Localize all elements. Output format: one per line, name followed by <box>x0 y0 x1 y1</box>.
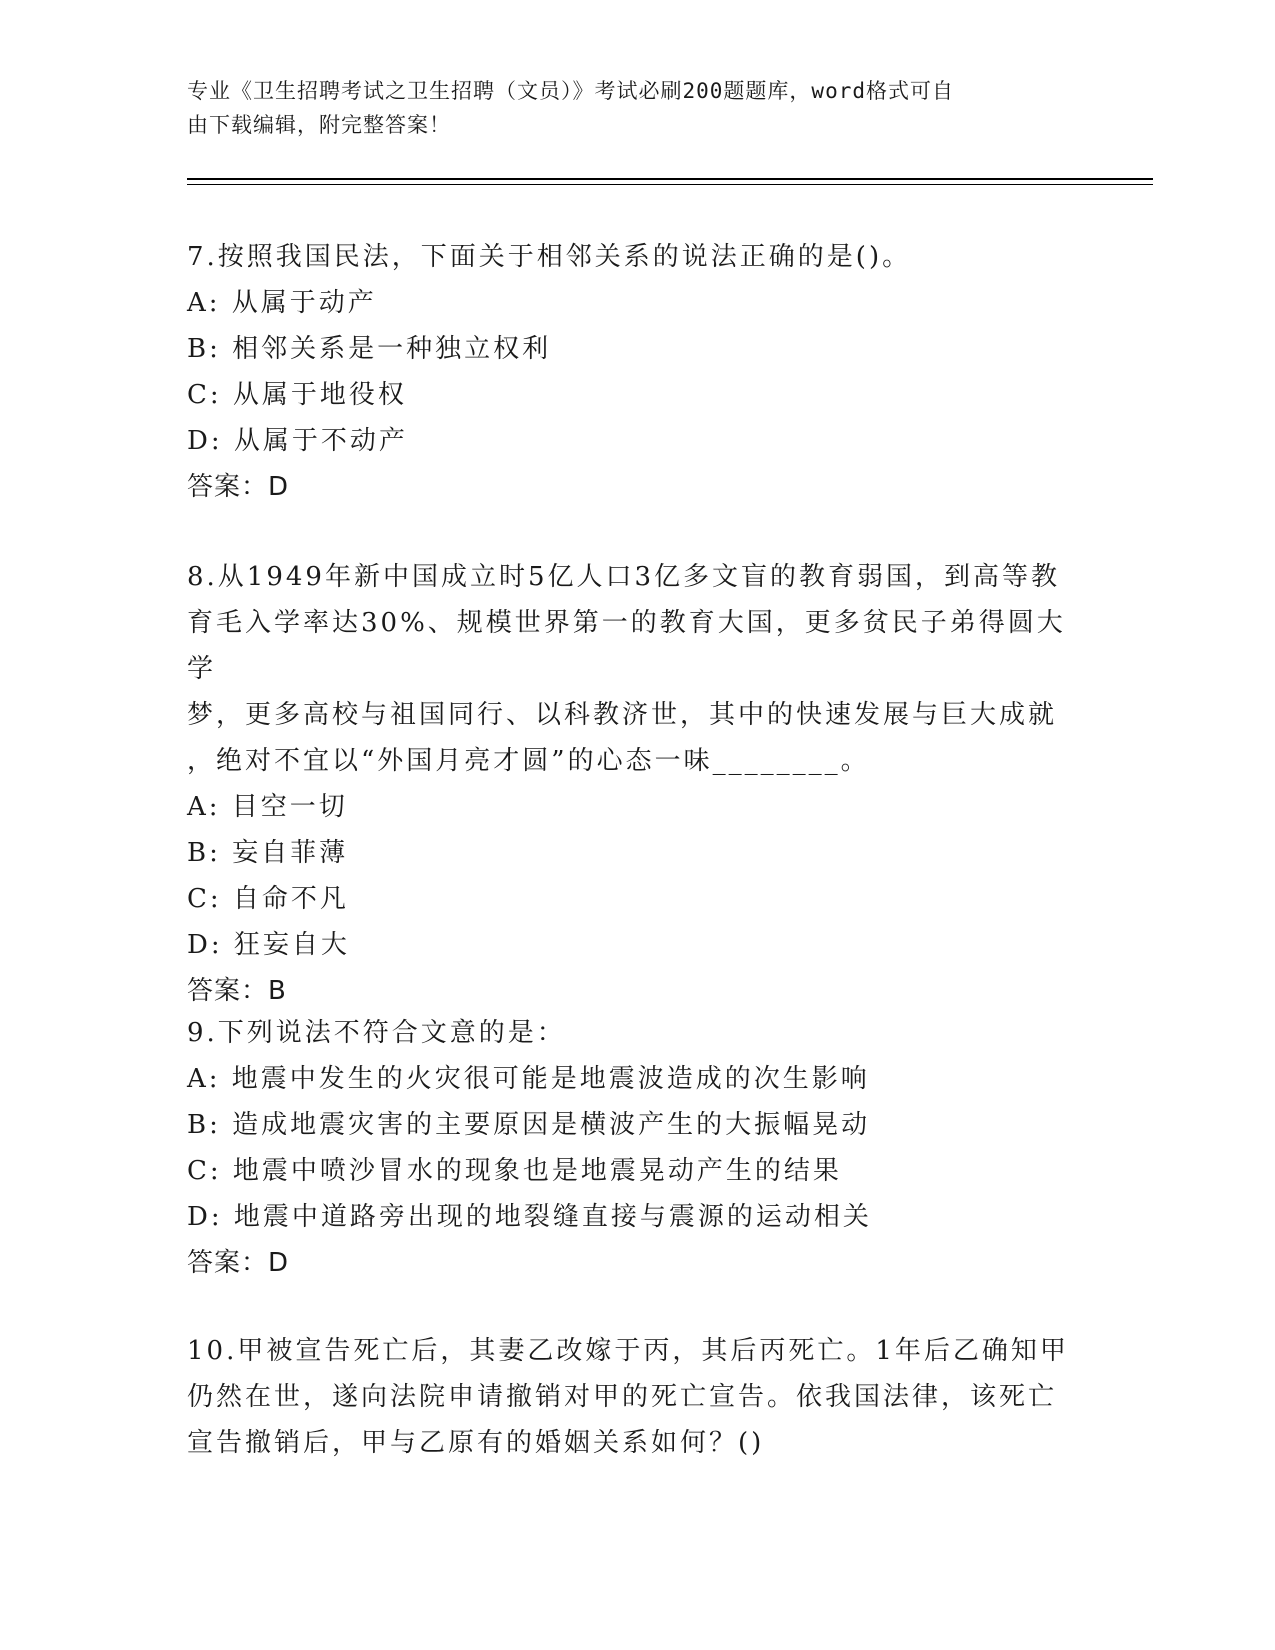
question-stem-line-2: 育毛入学率达30%、规模世界第一的教育大国，更多贫民子弟得圆大学 <box>187 608 1066 684</box>
header-line-1: 专业《卫生招聘考试之卫生招聘（文员）》考试必刷200题题库，word格式可自 <box>187 79 954 103</box>
question-stem-line-2: 仍然在世，遂向法院申请撤销对甲的死亡宣告。依我国法律，该死亡 <box>187 1382 1058 1412</box>
header-line-2: 由下载编辑，附完整答案！ <box>187 113 451 137</box>
question-stem-line-3: 梦，更多高校与祖国同行、以科教济世，其中的快速发展与巨大成就 <box>187 700 1058 730</box>
option-c: C: 自命不凡 <box>187 884 349 914</box>
option-a: A: 从属于动产 <box>187 288 377 318</box>
option-a: A: 地震中发生的火灾很可能是地震波造成的次生影响 <box>187 1064 870 1094</box>
question-stem-line-1: 10.甲被宣告死亡后，其妻乙改嫁于丙，其后丙死亡。1年后乙确知甲 <box>187 1336 1069 1366</box>
option-d: D: 地震中道路旁出现的地裂缝直接与震源的运动相关 <box>187 1202 872 1232</box>
question-stem-line-1: 8.从1949年新中国成立时5亿人口3亿多文盲的教育弱国，到高等教 <box>187 562 1061 592</box>
question-stem-line-3: 宣告撤销后，甲与乙原有的婚姻关系如何？() <box>187 1428 765 1458</box>
option-d: D: 狂妄自大 <box>187 930 350 960</box>
answer-line: 答案：D <box>187 472 290 502</box>
question-7 <box>187 234 1087 510</box>
question-10 <box>187 1328 1087 1466</box>
document-header <box>187 74 1067 142</box>
option-c: C: 地震中喷沙冒水的现象也是地震晃动产生的结果 <box>187 1156 842 1186</box>
option-b: B: 造成地震灾害的主要原因是横波产生的大振幅晃动 <box>187 1110 871 1140</box>
question-stem: 7.按照我国民法，下面关于相邻关系的说法正确的是()。 <box>187 242 912 272</box>
option-a: A: 目空一切 <box>187 792 348 822</box>
answer-line: 答案：D <box>187 1248 290 1278</box>
option-d: D: 从属于不动产 <box>187 426 408 456</box>
question-9 <box>187 1010 1087 1286</box>
question-stem-line-4: ，绝对不宜以“外国月亮才圆”的心态一味________。 <box>187 746 870 776</box>
answer-line: 答案：B <box>187 976 287 1006</box>
header-divider <box>187 178 1153 185</box>
option-b: B: 妄自菲薄 <box>187 838 349 868</box>
question-stem: 9.下列说法不符合文意的是： <box>187 1018 566 1048</box>
question-8 <box>187 554 1087 1014</box>
option-b: B: 相邻关系是一种独立权利 <box>187 334 552 364</box>
option-c: C: 从属于地役权 <box>187 380 407 410</box>
